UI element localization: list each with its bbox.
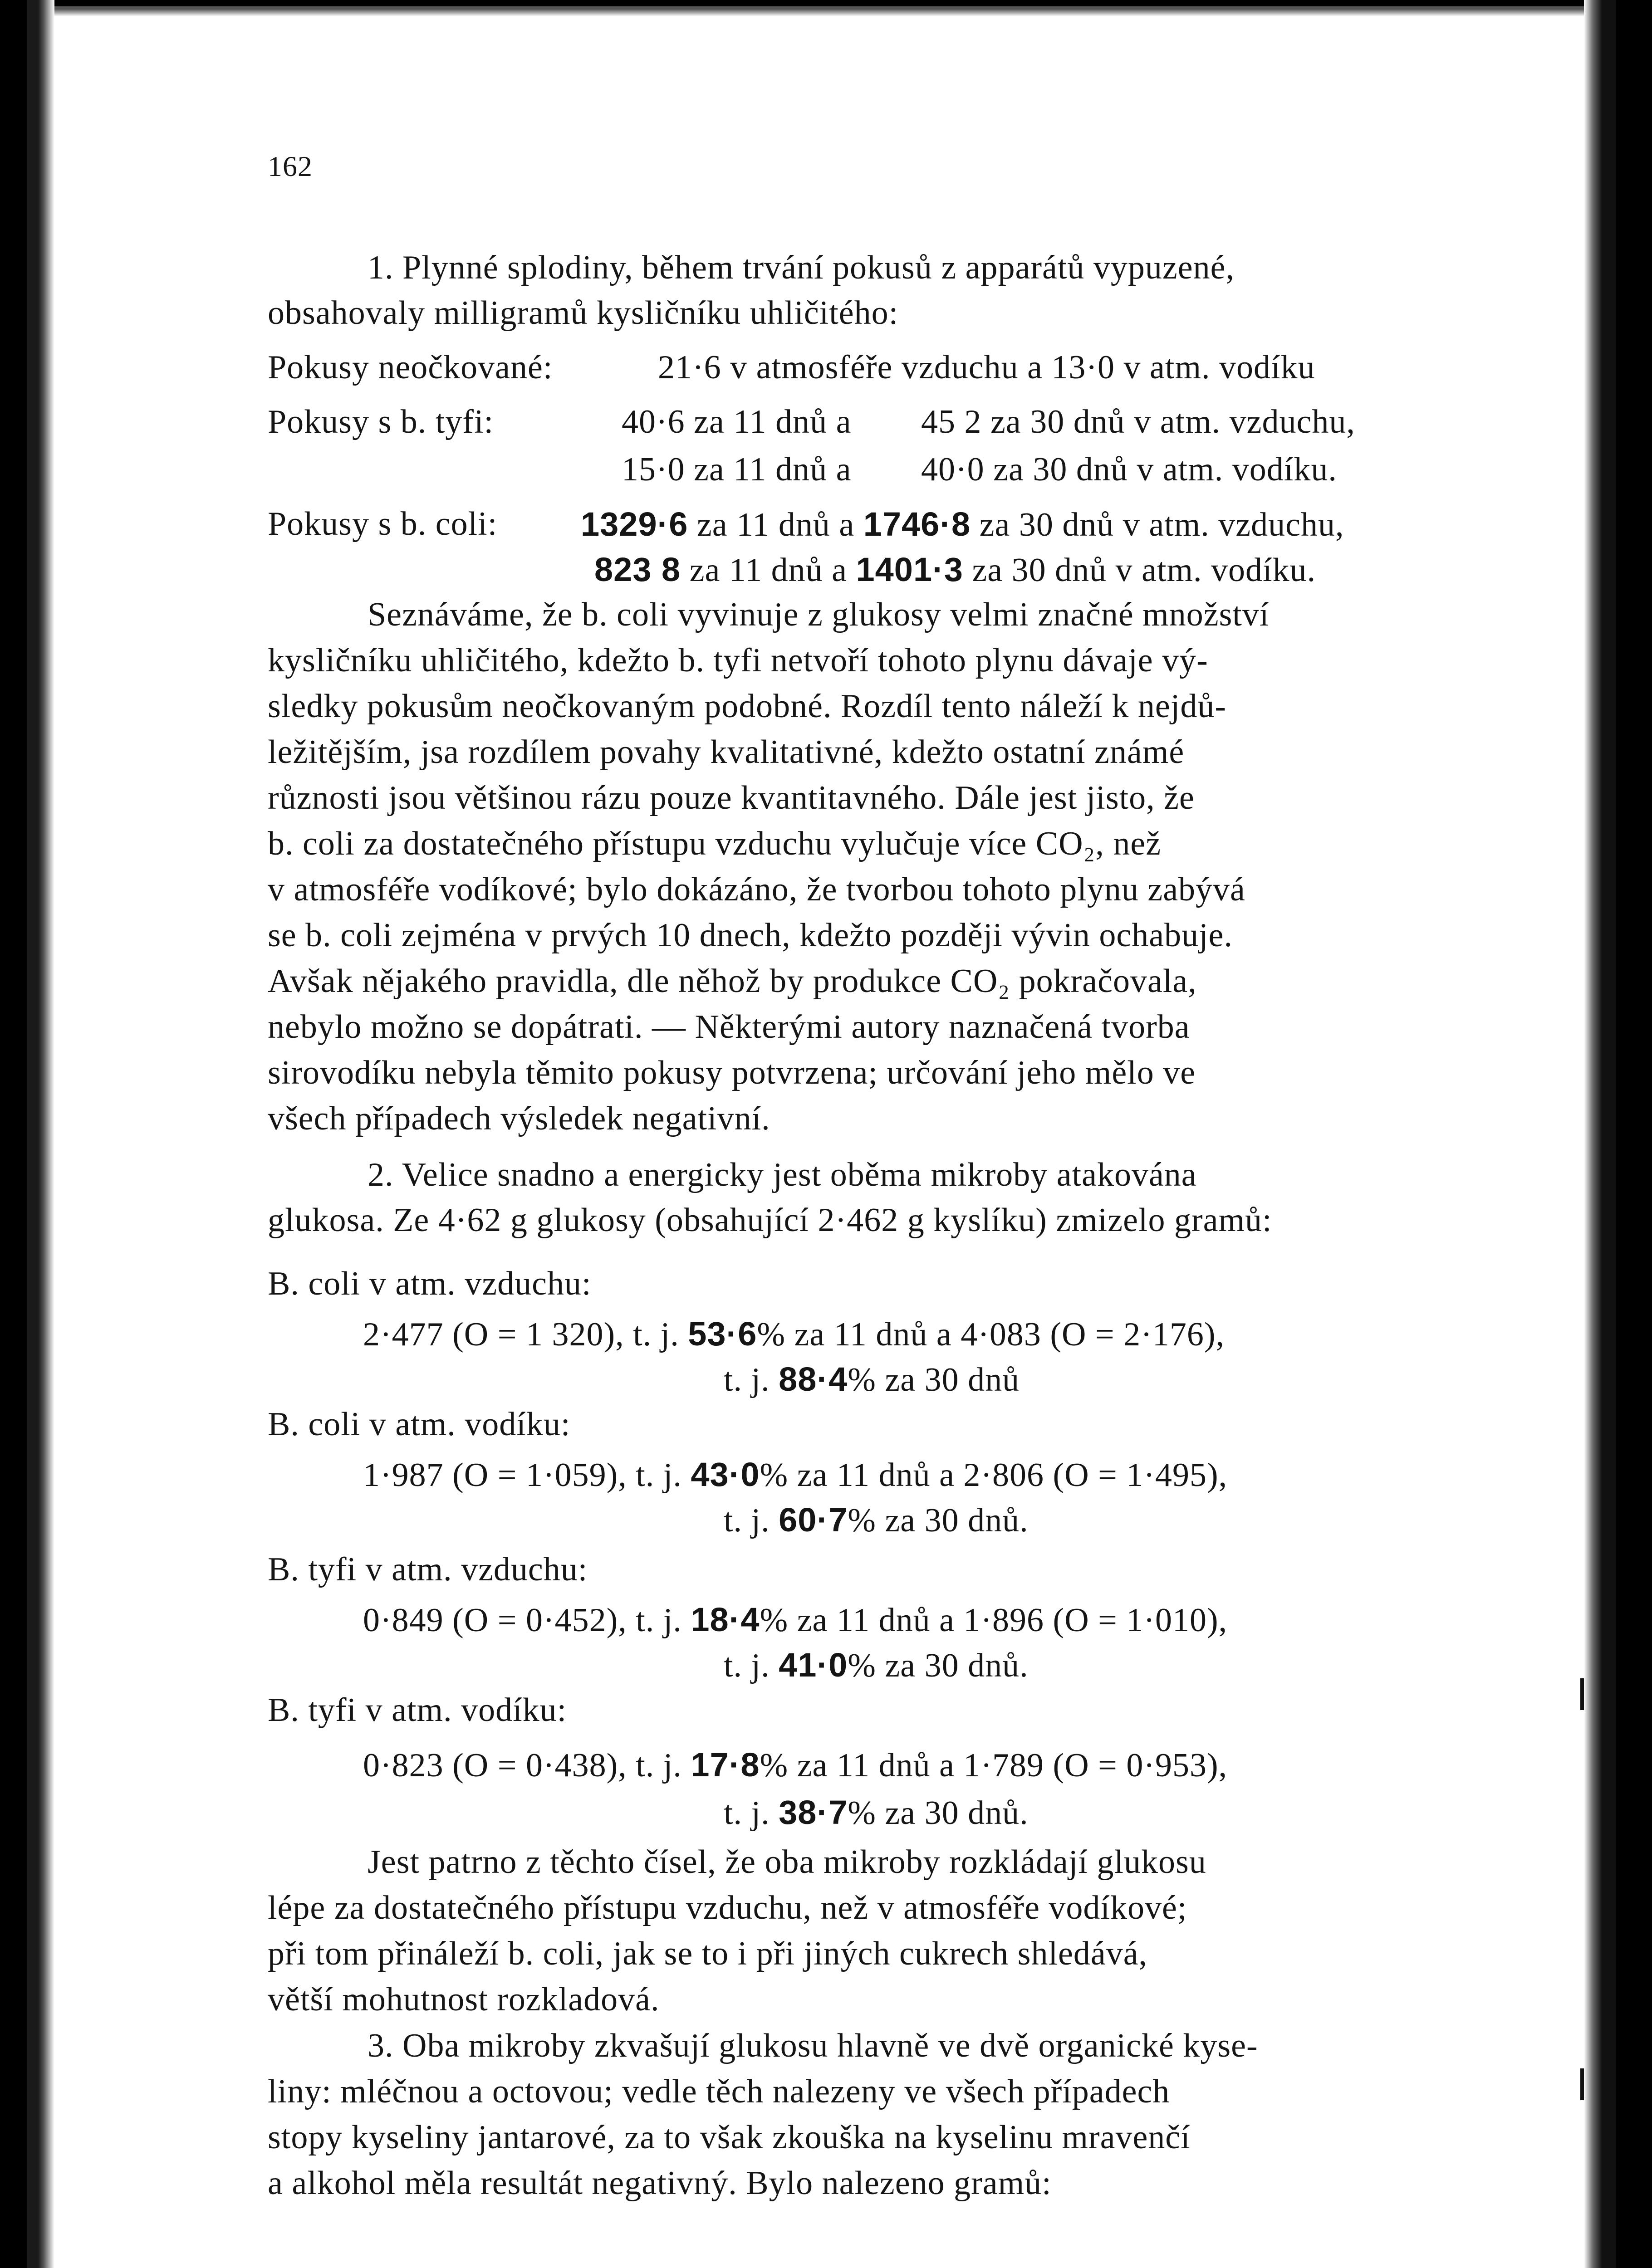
result-line2: t. j. 88·4% za 30 dnů — [724, 1360, 1020, 1398]
paragraph-line: nebylo možno se dopátrati. — Některými autory naznačená tvorba — [268, 1008, 1190, 1046]
percent-value: 43·0 — [691, 1456, 760, 1493]
percent-value: 53·6 — [688, 1315, 757, 1353]
scan-edge-top — [0, 0, 1652, 16]
coli-label: Pokusy s b. coli: — [268, 505, 498, 543]
coli-line2 — [594, 547, 1316, 593]
scan-mark — [1580, 2068, 1584, 2100]
paragraph-line: Jest patrno z těchto čísel, že oba mikroby rozkládají glukosu — [368, 1843, 1206, 1881]
coli-text: za 30 dnů v atm. vodíku. — [972, 552, 1316, 589]
paragraph-line: a alkohol měla resultát negativný. Bylo nalezeno gramů: — [268, 2165, 1052, 2202]
page-number: 162 — [268, 150, 313, 182]
uninoculated-values: 21·6 v atmosféře vzduchu a 13·0 v atm. vodíku — [658, 349, 1315, 386]
typhi-line1-b: 45 2 za 30 dnů v atm. vzduchu, — [921, 403, 1355, 440]
coli-value: 823 8 — [594, 551, 681, 588]
coli-text: za 11 dnů a — [689, 552, 847, 589]
paragraph-line: lépe za dostatečného přístupu vzduchu, než v atmosféře vodíkové; — [268, 1889, 1187, 1926]
paragraph-line: všech případech výsledek negativní. — [268, 1100, 770, 1137]
result-line1: 0·823 (O = 0·438), t. j. 17·8% za 11 dnů a 1·789 (O = 0·953), — [363, 1746, 1228, 1784]
result-line2: t. j. 38·7% za 30 dnů. — [724, 1794, 1029, 1832]
percent-value: 17·8 — [691, 1746, 760, 1784]
coli-value: 1401·3 — [856, 551, 963, 588]
paragraph-line: ležitějším, jsa rozdílem povahy kvalitativné, kdežto ostatní známé — [268, 733, 1185, 771]
result-line1: 0·849 (O = 0·452), t. j. 18·4% za 11 dnů a 1·896 (O = 1·010), — [363, 1601, 1228, 1639]
scan-edge-right — [1584, 0, 1652, 2268]
section1-paragraph — [268, 592, 1447, 1142]
section2-intro-line: glukosa. Ze 4·62 g glukosy (obsahující 2·462 g kyslíku) zmizelo gramů: — [268, 1202, 1272, 1239]
result-label: B. coli v atm. vzduchu: — [268, 1265, 592, 1302]
paragraph-line: sirovodíku nebyla těmito pokusy potvrzena; určování jeho mělo ve — [268, 1054, 1196, 1091]
paragraph-line: kysličníku uhličitého, kdežto b. tyfi netvoří tohoto plynu dávaje vý- — [268, 642, 1208, 679]
paragraph-line: Seznáváme, že b. coli vyvinuje z glukosy velmi značné množství — [368, 596, 1270, 633]
paragraph-line: liny: mléčnou a octovou; vedle těch nalezeny ve všech případech — [268, 2073, 1170, 2110]
result-line1: 2·477 (O = 1 320), t. j. 53·6% za 11 dnů a 4·083 (O = 2·176), — [363, 1315, 1225, 1353]
coli-text: za 11 dnů a — [696, 506, 855, 543]
paragraph-line: různosti jsou většinou rázu pouze kvantitavného. Dále jest jisto, že — [268, 779, 1195, 816]
coli-value: 1746·8 — [863, 505, 971, 543]
paragraph-line: b. coli za dostatečného přístupu vzduchu vylučuje více CO₂, než — [268, 825, 1162, 862]
paragraph-line: sledky pokusům neočkovaným podobné. Rozdíl tento náleží k nejdů- — [268, 688, 1226, 725]
paragraph-line: se b. coli zejména v prvých 10 dnech, kdežto později vývin ochabuje. — [268, 917, 1233, 954]
typhi-line2-b: 40·0 za 30 dnů v atm. vodíku. — [921, 451, 1337, 488]
result-label: B. tyfi v atm. vodíku: — [268, 1691, 567, 1729]
coli-text: za 30 dnů v atm. vzduchu, — [979, 506, 1344, 543]
coli-line1 — [581, 501, 1344, 548]
percent-value: 38·7 — [779, 1794, 848, 1831]
percent-value: 41·0 — [779, 1646, 848, 1684]
paragraph-line: 3. Oba mikroby zkvašují glukosu hlavně ve dvě organické kyse- — [368, 2027, 1258, 2064]
section2-paragraph — [268, 1839, 1447, 2023]
section1-intro-line: 1. Plynné splodiny, během trvání pokusů z apparátů vypuzené, — [368, 249, 1235, 286]
result-line1: 1·987 (O = 1·059), t. j. 43·0% za 11 dnů a 2·806 (O = 1·495), — [363, 1456, 1228, 1494]
paragraph-line: při tom přináleží b. coli, jak se to i při jiných cukrech shledává, — [268, 1935, 1148, 1972]
result-line2: t. j. 60·7% za 30 dnů. — [724, 1501, 1029, 1539]
percent-value: 88·4 — [779, 1360, 848, 1398]
paragraph-line: v atmosféře vodíkové; bylo dokázáno, že tvorbou tohoto plynu zabývá — [268, 871, 1245, 908]
result-label: B. tyfi v atm. vzduchu: — [268, 1551, 588, 1588]
typhi-line1-a: 40·6 za 11 dnů a — [622, 403, 852, 440]
scan-edge-left — [0, 0, 54, 2268]
section3-paragraph — [268, 2023, 1447, 2206]
paragraph-line: Avšak nějakého pravidla, dle něhož by produkce CO₂ pokračovala, — [268, 963, 1197, 1000]
paragraph-line: větší mohutnost rozkladová. — [268, 1981, 660, 2018]
typhi-label: Pokusy s b. tyfi: — [268, 403, 494, 440]
result-label: B. coli v atm. vodíku: — [268, 1406, 571, 1443]
result-line2: t. j. 41·0% za 30 dnů. — [724, 1646, 1029, 1684]
percent-value: 60·7 — [779, 1501, 848, 1539]
typhi-line2-a: 15·0 za 11 dnů a — [622, 451, 852, 488]
paragraph-line: stopy kyseliny jantarové, za to však zkouška na kyselinu mravenčí — [268, 2119, 1191, 2156]
percent-value: 18·4 — [691, 1601, 760, 1638]
section1-intro-line: obsahovaly milligramů kysličníku uhličitého: — [268, 294, 899, 332]
coli-value: 1329·6 — [581, 505, 688, 543]
scan-mark — [1580, 1678, 1584, 1710]
uninoculated-label: Pokusy neočkované: — [268, 349, 553, 386]
section2-intro-line: 2. Velice snadno a energicky jest oběma mikroby atakována — [368, 1156, 1197, 1193]
